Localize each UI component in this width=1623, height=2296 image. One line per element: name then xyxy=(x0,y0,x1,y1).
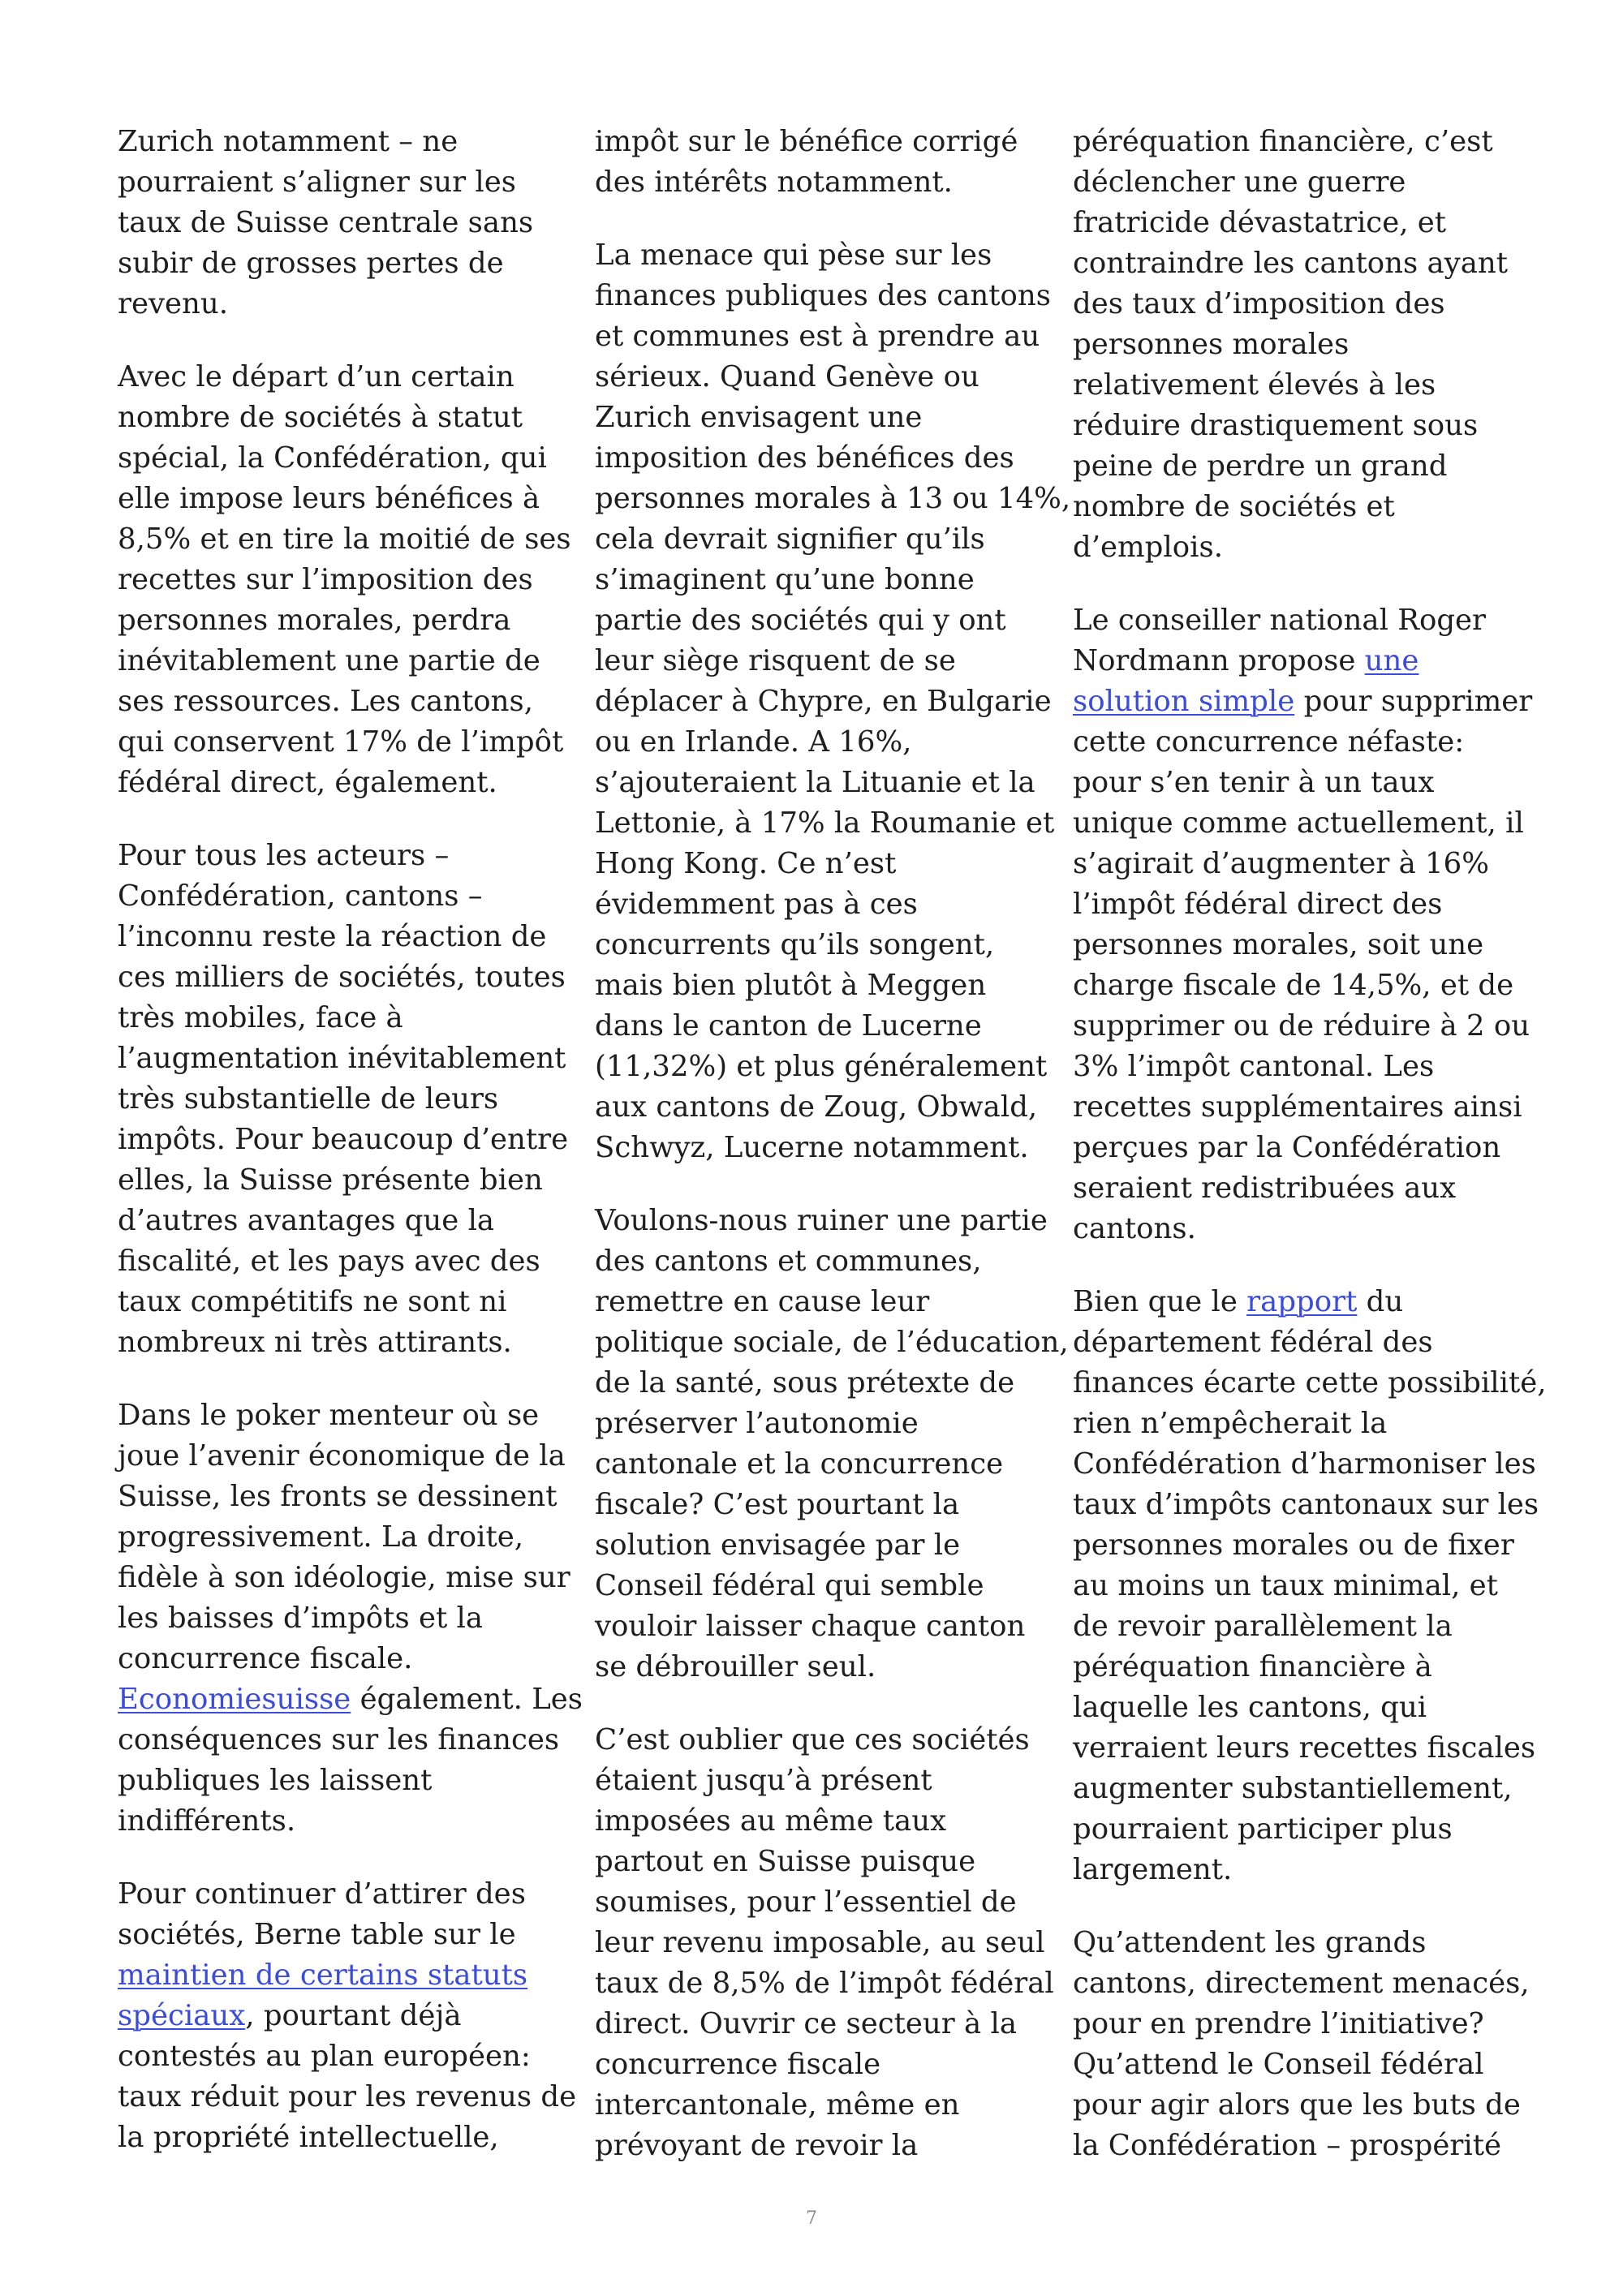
text-line: 3% l’impôt cantonal. Les xyxy=(1073,1050,1435,1083)
text-line: vouloir laisser chaque canton xyxy=(595,1610,1026,1643)
text-line: très mobiles, face à xyxy=(118,1001,403,1034)
text-line: imposées au même taux xyxy=(595,1804,947,1838)
text-line: recettes sur l’imposition des xyxy=(118,563,533,596)
text-line: concurrence fiscale. xyxy=(118,1642,413,1675)
text-line: pourraient participer plus xyxy=(1073,1812,1453,1846)
text-line: verraient leurs recettes fiscales xyxy=(1073,1731,1536,1765)
text-line: dans le canton de Lucerne xyxy=(595,1009,982,1043)
text-line: d’emplois. xyxy=(1073,531,1223,564)
text-line: Lettonie, à 17% la Roumanie et xyxy=(595,806,1055,840)
text-line: taux compétitifs ne sont ni xyxy=(118,1285,507,1318)
text-line: prévoyant de revoir la xyxy=(595,2129,919,2162)
text-line: taux de 8,5% de l’impôt fédéral xyxy=(595,1967,1054,2000)
text-line: fiscalité, et les pays avec des xyxy=(118,1245,540,1278)
text-line: nombre de sociétés et xyxy=(1073,490,1395,523)
text-line: pour s’en tenir à un taux xyxy=(1073,766,1435,799)
text-column-1 xyxy=(118,122,583,2191)
text-line: impôts. Pour beaucoup d’entre xyxy=(118,1123,569,1156)
text-line: ses ressources. Les cantons, xyxy=(118,685,534,718)
text-line: concurrence fiscale xyxy=(595,2048,881,2081)
paragraph xyxy=(1073,600,1535,1249)
text-line: recettes supplémentaires ainsi xyxy=(1073,1090,1522,1124)
text-line: supprimer ou de réduire à 2 ou xyxy=(1073,1009,1530,1043)
text-line: fiscale? C’est pourtant la xyxy=(595,1488,960,1521)
text-line: intercantonale, même en xyxy=(595,2088,960,2122)
link-trailing-text: , pourtant déjà xyxy=(245,1999,462,2032)
text-line: nombre de sociétés à statut xyxy=(118,401,523,434)
text-line: impôt sur le bénéfice corrigé xyxy=(595,125,1018,158)
text-line: personnes morales, soit une xyxy=(1073,928,1484,961)
text-line: cela devrait signifier qu’ils xyxy=(595,522,985,556)
paragraph xyxy=(595,122,1057,203)
text-line: l’inconnu reste la réaction de xyxy=(118,920,547,953)
text-line: Zurich envisagent une xyxy=(595,401,923,434)
text-line: publiques les laissent xyxy=(118,1764,433,1797)
text-line: augmenter substantiellement, xyxy=(1073,1772,1513,1805)
text-line: sociétés, Berne table sur le xyxy=(118,1918,516,1951)
text-line: perçues par la Confédération xyxy=(1073,1131,1501,1164)
text-line: inévitablement une partie de xyxy=(118,644,540,677)
text-line: C’est oublier que ces sociétés xyxy=(595,1723,1030,1756)
text-line: mais bien plutôt à Meggen xyxy=(595,969,987,1002)
text-line: taux de Suisse centrale sans xyxy=(118,206,534,239)
text-line: remettre en cause leur xyxy=(595,1285,930,1318)
text-line: de la santé, sous prétexte de xyxy=(595,1366,1015,1400)
text-line: finances écarte cette possibilité, xyxy=(1073,1366,1547,1400)
text-line: 8,5% et en tire la moitié de ses xyxy=(118,522,571,556)
text-line: aux cantons de Zoug, Obwald, xyxy=(595,1090,1038,1124)
text-line: Qu’attendent les grands xyxy=(1073,1926,1427,1959)
text-line: Conseil fédéral qui semble xyxy=(595,1569,984,1602)
solution-simple-link[interactable]: une xyxy=(1364,644,1419,677)
paragraph xyxy=(118,122,572,325)
text-column-3 xyxy=(1073,122,1547,2199)
text-column-2 xyxy=(595,122,1071,2199)
link-trailing-text: pour supprimer xyxy=(1294,685,1533,718)
text-line: des taux d’imposition des xyxy=(1073,287,1445,320)
paragraph xyxy=(595,1201,1069,1688)
text-line: cantonale et la concurrence xyxy=(595,1447,1004,1481)
text-line: direct. Ouvrir ce secteur à la xyxy=(595,2007,1018,2040)
text-line: seraient redistribuées aux xyxy=(1073,1172,1457,1205)
link-leading-text: Bien que le xyxy=(1073,1285,1247,1318)
text-line: cantons. xyxy=(1073,1212,1196,1245)
text-line: laquelle les cantons, qui xyxy=(1073,1691,1427,1724)
text-line: des cantons et communes, xyxy=(595,1245,982,1278)
text-line: très substantielle de leurs xyxy=(118,1082,499,1116)
text-line: imposition des bénéfices des xyxy=(595,441,1014,475)
text-line: leur revenu imposable, au seul xyxy=(595,1926,1045,1959)
text-line: péréquation financière, c’est xyxy=(1073,125,1493,158)
statuts-speciaux-link-continued[interactable]: spéciaux xyxy=(118,1999,246,2032)
text-line: Voulons-nous ruiner une partie xyxy=(595,1204,1048,1237)
text-line: spécial, la Confédération, qui xyxy=(118,441,547,475)
text-line: fédéral direct, également. xyxy=(118,766,497,799)
text-line: solution envisagée par le xyxy=(595,1529,961,1562)
solution-simple-link-continued[interactable]: solution simple xyxy=(1073,685,1295,718)
paragraph xyxy=(118,836,572,1363)
text-line: d’autres avantages que la xyxy=(118,1204,495,1237)
text-line: peine de perdre un grand xyxy=(1073,449,1448,483)
text-line: déplacer à Chypre, en Bulgarie xyxy=(595,685,1052,718)
text-line: La menace qui pèse sur les xyxy=(595,239,992,272)
text-line: péréquation financière à xyxy=(1073,1650,1432,1683)
rapport-link[interactable]: rapport xyxy=(1246,1285,1358,1318)
text-line: Suisse, les fronts se dessinent xyxy=(118,1480,558,1513)
text-line: Qu’attend le Conseil fédéral xyxy=(1073,2048,1484,2081)
paragraph xyxy=(118,357,572,803)
text-line: fratricide dévastatrice, et xyxy=(1073,206,1447,239)
text-line: personnes morales, perdra xyxy=(118,604,511,637)
text-line: Zurich notamment – ne xyxy=(118,125,458,158)
text-line: leur siège risquent de se xyxy=(595,644,956,677)
text-line: évidemment pas à ces xyxy=(595,888,918,921)
text-line: relativement élevés à les xyxy=(1073,368,1436,402)
text-line: cantons, directement menacés, xyxy=(1073,1967,1530,2000)
text-line: rien n’empêcherait la xyxy=(1073,1407,1388,1440)
paragraph xyxy=(595,1720,1057,2166)
paragraph xyxy=(1073,1923,1535,2166)
paragraph xyxy=(1073,122,1535,568)
text-line: cette concurrence néfaste: xyxy=(1073,725,1465,759)
text-line: ou en Irlande. A 16%, xyxy=(595,725,912,759)
paragraph xyxy=(595,235,1071,1168)
text-line: Pour tous les acteurs – xyxy=(118,839,450,872)
text-line: au moins un taux minimal, et xyxy=(1073,1569,1498,1602)
link-trailing-text: du xyxy=(1357,1285,1404,1318)
paragraph xyxy=(118,1874,577,2158)
text-line: pour en prendre l’initiative? xyxy=(1073,2007,1484,2040)
text-line: taux d’impôts cantonaux sur les xyxy=(1073,1488,1539,1521)
text-line: préserver l’autonomie xyxy=(595,1407,919,1440)
text-line: Dans le poker menteur où se xyxy=(118,1399,540,1432)
text-line: contraindre les cantons ayant xyxy=(1073,247,1509,280)
text-line: se débrouiller seul. xyxy=(595,1650,876,1683)
text-line: concurrents qu’ils songent, xyxy=(595,928,995,961)
text-line: s’agirait d’augmenter à 16% xyxy=(1073,847,1489,880)
text-line: partie des sociétés qui y ont xyxy=(595,604,1006,637)
text-line: progressivement. La droite, xyxy=(118,1520,523,1554)
text-line: charge fiscale de 14,5%, et de xyxy=(1073,969,1514,1002)
text-line: Pour continuer d’attirer des xyxy=(118,1877,526,1911)
text-line: département fédéral des xyxy=(1073,1326,1433,1359)
text-line: subir de grosses pertes de xyxy=(118,247,504,280)
link-leading-text: Nordmann propose xyxy=(1073,644,1365,677)
economiesuisse-link[interactable]: Economiesuisse xyxy=(118,1683,351,1716)
text-line: unique comme actuellement, il xyxy=(1073,806,1524,840)
text-line: conséquences sur les finances xyxy=(118,1723,560,1756)
text-line: personnes morales xyxy=(1073,328,1350,361)
text-line: déclencher une guerre xyxy=(1073,166,1406,199)
text-line: la propriété intellectuelle, xyxy=(118,2121,499,2154)
text-line: réduire drastiquement sous xyxy=(1073,409,1479,442)
text-line: fidèle à son idéologie, mise sur xyxy=(118,1561,570,1594)
text-line: Avec le départ d’un certain xyxy=(118,360,514,393)
text-line: Schwyz, Lucerne notamment. xyxy=(595,1131,1029,1164)
text-line: Hong Kong. Ce n’est xyxy=(595,847,897,880)
text-line: contestés au plan européen: xyxy=(118,2040,531,2073)
text-line: joue l’avenir économique de la xyxy=(118,1439,566,1473)
text-line: elles, la Suisse présente bien xyxy=(118,1163,543,1197)
text-line xyxy=(118,1955,572,1996)
text-line: Le conseiller national Roger xyxy=(1073,604,1487,637)
text-line xyxy=(118,1679,583,1720)
text-line: Confédération d’harmoniser les xyxy=(1073,1447,1536,1481)
text-line: pour agir alors que les buts de xyxy=(1073,2088,1521,2122)
text-line: s’imaginent qu’une bonne xyxy=(595,563,975,596)
text-line xyxy=(118,1996,572,2036)
text-line xyxy=(1073,681,1535,722)
paragraph xyxy=(1073,1282,1547,1890)
text-line: étaient jusqu’à présent xyxy=(595,1764,932,1797)
text-line: les baisses d’impôts et la xyxy=(118,1602,484,1635)
text-line: l’augmentation inévitablement xyxy=(118,1042,566,1075)
link-trailing-text: également. Les xyxy=(351,1683,583,1716)
text-line: soumises, pour l’essentiel de xyxy=(595,1885,1017,1919)
page-number: 7 xyxy=(806,2208,817,2229)
text-line: taux réduit pour les revenus de xyxy=(118,2080,577,2113)
text-line: largement. xyxy=(1073,1853,1233,1886)
text-line: s’ajouteraient la Lituanie et la xyxy=(595,766,1035,799)
text-line: revenu. xyxy=(118,287,229,320)
text-line: et communes est à prendre au xyxy=(595,320,1040,353)
text-line: finances publiques des cantons xyxy=(595,279,1051,312)
text-line xyxy=(1073,1282,1535,1322)
paragraph xyxy=(118,1395,583,1842)
text-line: elle impose leurs bénéfices à xyxy=(118,482,540,515)
text-line: pourraient s’aligner sur les xyxy=(118,166,516,199)
text-line: partout en Suisse puisque xyxy=(595,1845,976,1878)
text-line: des intérêts notamment. xyxy=(595,166,953,199)
text-line: l’impôt fédéral direct des xyxy=(1073,888,1443,921)
text-line: (11,32%) et plus généralement xyxy=(595,1050,1048,1083)
text-line: nombreux ni très attirants. xyxy=(118,1326,512,1359)
text-line: de revoir parallèlement la xyxy=(1073,1610,1453,1643)
text-line: sérieux. Quand Genève ou xyxy=(595,360,979,393)
text-line: ces milliers de sociétés, toutes xyxy=(118,961,566,994)
text-line: personnes morales à 13 ou 14%, xyxy=(595,482,1071,515)
text-line: qui conservent 17% de l’impôt xyxy=(118,725,564,759)
text-line: la Confédération – prospérité xyxy=(1073,2129,1502,2162)
text-line xyxy=(1073,641,1535,681)
text-line: Confédération, cantons – xyxy=(118,879,483,913)
statuts-speciaux-link[interactable]: maintien de certains statuts xyxy=(118,1958,528,1992)
text-line: indifférents. xyxy=(118,1804,296,1838)
text-line: personnes morales ou de fixer xyxy=(1073,1529,1514,1562)
text-line: politique sociale, de l’éducation, xyxy=(595,1326,1069,1359)
